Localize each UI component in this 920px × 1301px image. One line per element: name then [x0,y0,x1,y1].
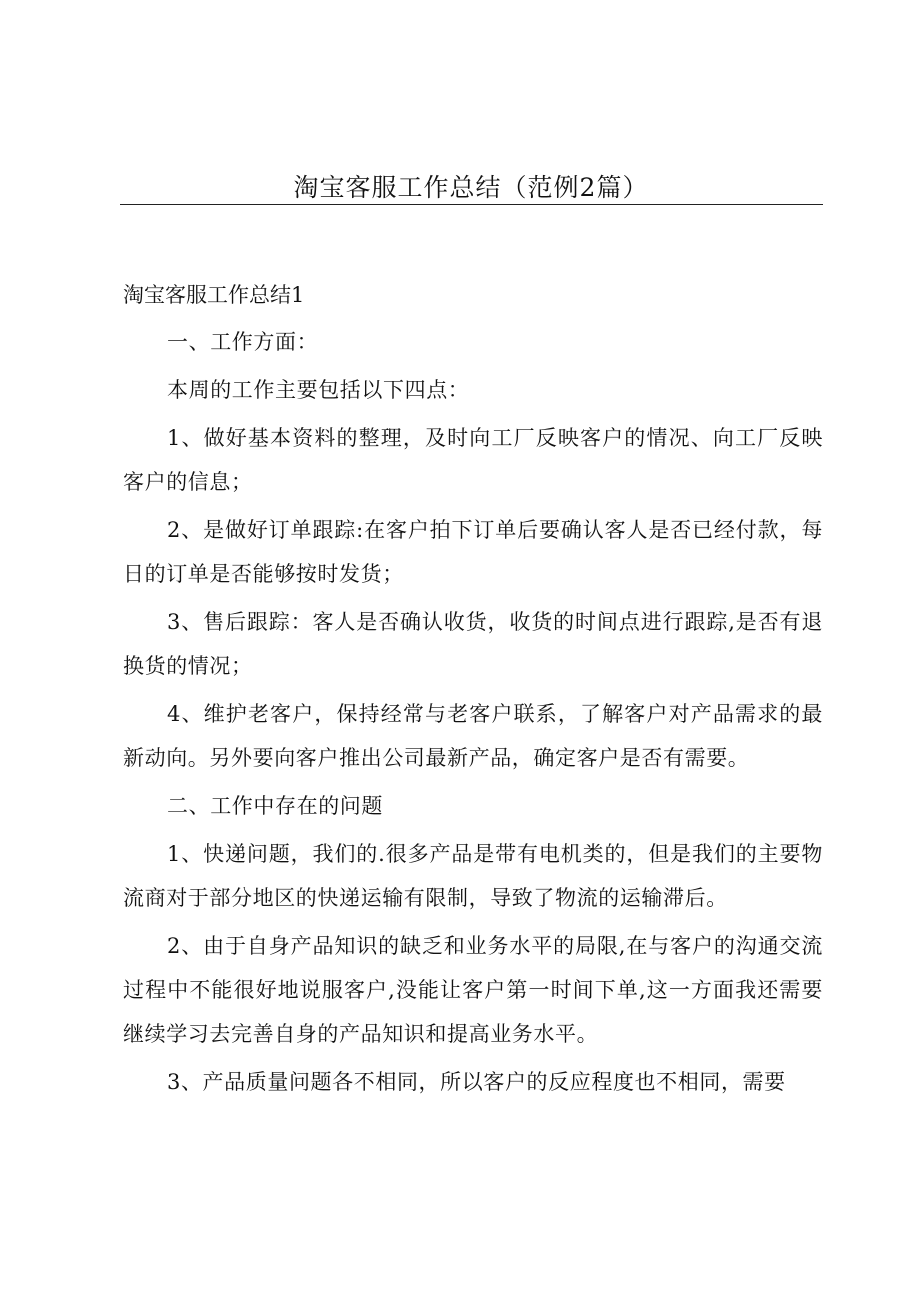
paragraph-work-aspect-heading: 一、工作方面： [167,330,319,354]
section-title: 淘宝客服工作总结1 [123,283,305,307]
document-body [123,272,823,1106]
paragraph-item-1: 1、做好基本资料的整理，及时向工厂反映客户的情况、向工厂反映客户的信息； [123,426,823,494]
paragraph-problem-2: 2、由于自身产品知识的缺乏和业务水平的局限,在与客户的沟通交流过程中不能很好地说服客户,没能让客户第一时间下单,这一方面我还需要继续学习去完善自身的产品知识和提高业务水平。 [123,934,823,1046]
title-divider [120,204,823,205]
paragraph-item-3: 3、售后跟踪：客人是否确认收货，收货的时间点进行跟踪,是否有退换货的情况； [123,610,823,678]
paragraph-weekly-summary: 本周的工作主要包括以下四点： [167,378,470,402]
paragraph-problems-heading: 二、工作中存在的问题 [167,794,383,818]
page-title: 淘宝客服工作总结（范例2篇） [293,173,649,202]
paragraph-item-2: 2、是做好订单跟踪:在客户拍下订单后要确认客人是否已经付款，每日的订单是否能够按时发货； [123,518,823,586]
paragraph-problem-1: 1、快递问题，我们的.很多产品是带有电机类的，但是我们的主要物流商对于部分地区的快递运输有限制，导致了物流的运输滞后。 [123,842,823,910]
paragraph-problem-3: 3、产品质量问题各不相同，所以客户的反应程度也不相同，需要 [167,1070,786,1094]
paragraph-item-4: 4、维护老客户，保持经常与老客户联系，了解客户对产品需求的最新动向。另外要向客户推出公司最新产品，确定客户是否有需要。 [123,702,823,770]
